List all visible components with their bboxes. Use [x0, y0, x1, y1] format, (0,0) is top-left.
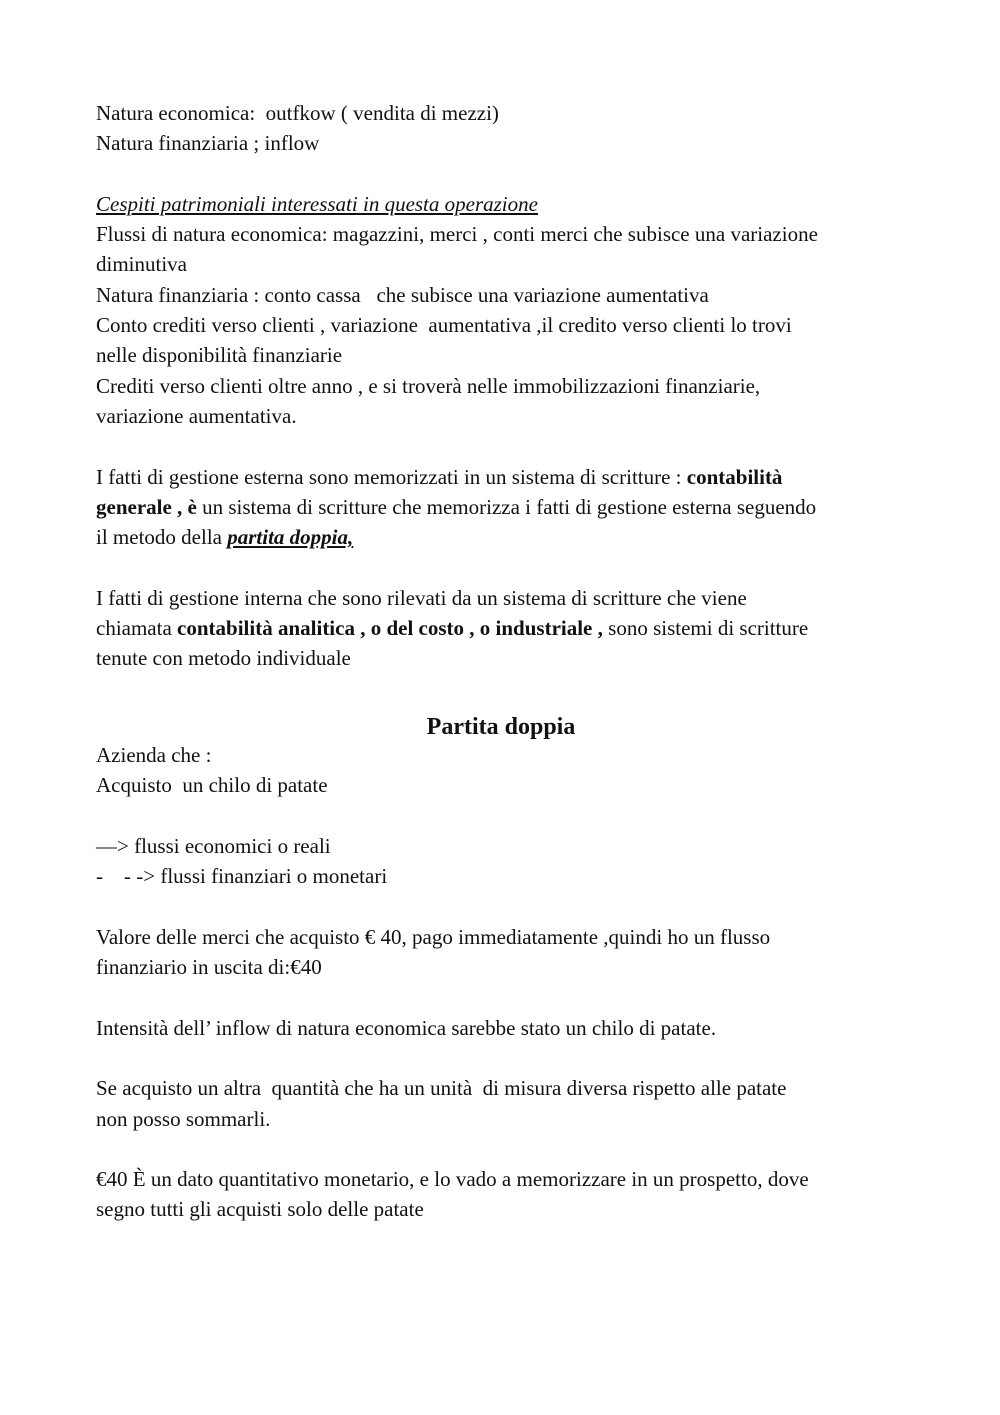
emphasized-term: partita doppia, — [227, 525, 354, 550]
text-line: - - -> flussi finanziari o monetari — [96, 864, 388, 889]
text-line: Flussi di natura economica: magazzini, merci , conti merci che subisce una variazione — [96, 222, 818, 247]
section-heading: Partita doppia — [426, 713, 576, 740]
paragraph-dato-monetario — [96, 1164, 916, 1225]
text-line: Natura economica: outfkow ( vendita di mezzi) — [96, 101, 499, 125]
text-line: Crediti verso clienti oltre anno , e si troverà nelle immobilizzazioni finanziarie, — [96, 373, 761, 398]
text-line — [96, 492, 916, 522]
paragraph-contabilita-analitica — [96, 583, 916, 674]
text-run: un sistema di scritture che memorizza i fatti di gestione esterna seguendo — [196, 494, 817, 519]
document-page — [96, 98, 916, 1225]
paragraph-gap — [96, 891, 916, 921]
text-line: tenute con metodo individuale — [96, 646, 351, 671]
text-line: I fatti di gestione interna che sono rilevati da un sistema di scritture che viene — [96, 585, 747, 610]
text-line: Conto crediti verso clienti , variazione aumentativa ,il credito verso clienti lo trovi — [96, 313, 792, 338]
paragraph-azienda — [96, 740, 916, 801]
text-line: Valore delle merci che acquisto € 40, pago immediatamente ,quindi ho un flusso — [96, 924, 771, 949]
paragraph-gap — [96, 431, 916, 461]
bold-term: contabilità analitica , o del costo , o industriale , — [177, 616, 603, 641]
paragraph-gap — [96, 552, 916, 582]
paragraph-contabilita-generale — [96, 462, 916, 553]
text-line: —> flussi economici o reali — [96, 833, 331, 858]
text-line — [96, 522, 916, 552]
paragraph-gap — [96, 801, 916, 831]
paragraph-gap — [96, 159, 916, 189]
paragraph-gap — [96, 982, 916, 1012]
bold-term: generale , è — [96, 494, 197, 519]
paragraph-valore-merci — [96, 922, 916, 983]
paragraph-gap — [96, 674, 916, 704]
paragraph-cespiti — [96, 189, 916, 431]
text-line: Acquisto un chilo di patate — [96, 773, 328, 798]
section-subtitle: Cespiti patrimoniali interessati in questa operazione — [96, 191, 538, 216]
text-line: Natura finanziaria : conto cassa che subisce una variazione aumentativa — [96, 282, 709, 307]
text-line: variazione aumentativa. — [96, 403, 297, 428]
text-run: sono sistemi di scritture — [602, 616, 809, 641]
text-line: non posso sommarli. — [96, 1106, 271, 1131]
paragraph-intensita — [96, 1013, 916, 1043]
text-line — [96, 462, 916, 492]
paragraph-natura — [96, 98, 916, 159]
text-line: nelle disponibilità finanziarie — [96, 343, 343, 368]
text-line: €40 È un dato quantitativo monetario, e lo vado a memorizzare in un prospetto, dove — [96, 1167, 809, 1192]
text-line: Intensità dell’ inflow di natura economica sarebbe stato un chilo di patate. — [96, 1015, 717, 1040]
paragraph-gap — [96, 1043, 916, 1073]
text-line: Natura finanziaria ; inflow — [96, 131, 320, 156]
text-run: I fatti di gestione esterna sono memorizzati in un sistema di scritture : — [96, 464, 687, 489]
text-line: diminutiva — [96, 252, 187, 277]
paragraph-flussi — [96, 831, 916, 892]
text-line: segno tutti gli acquisti solo delle patate — [96, 1197, 424, 1222]
bold-term: contabilità — [686, 464, 783, 489]
text-line: finanziario in uscita di:€40 — [96, 955, 322, 980]
text-line: Azienda che : — [96, 742, 212, 767]
text-run: il metodo della — [96, 525, 228, 550]
paragraph-gap — [96, 1134, 916, 1164]
paragraph-unita-misura — [96, 1073, 916, 1134]
text-line — [96, 613, 916, 643]
text-run: chiamata — [96, 616, 178, 641]
text-line: Se acquisto un altra quantità che ha un unità di misura diversa rispetto alle patate — [96, 1076, 787, 1101]
